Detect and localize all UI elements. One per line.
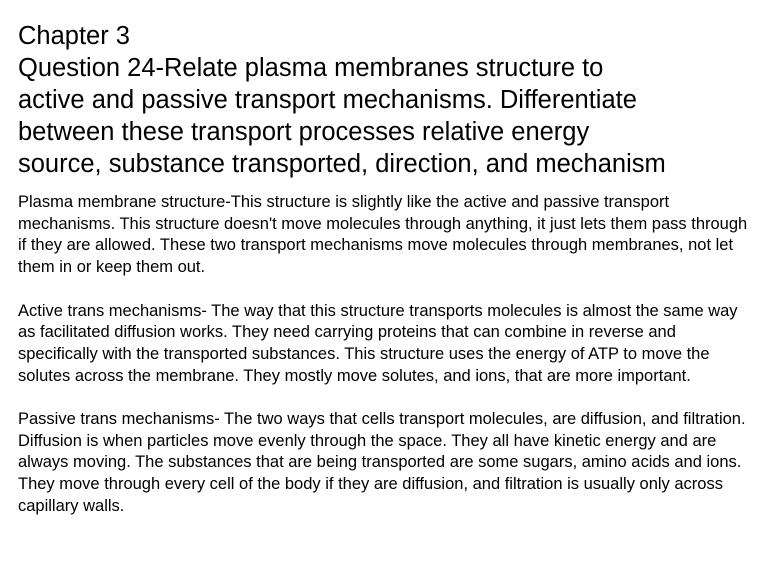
document-page [18, 20, 758, 518]
paragraph-plasma-membrane: Plasma membrane structure-This structure is slightly like the active and passive transport mechanisms. This structure doesn't move molecules through anything, it just lets them pass through if they are allowed. These two transport mechanisms move molecules through membranes, not let them in or keep them out. [18, 193, 748, 277]
paragraph-spacer [18, 279, 758, 301]
question-heading: Question 24-Relate plasma membranes structure to active and passive transport mechanisms. Differentiate between these transport processes relative energy source, substance transported, direction, and mechanism [18, 54, 666, 178]
chapter-heading: Chapter 3 [18, 22, 130, 50]
paragraph-passive-transport: Passive trans mechanisms- The two ways that cells transport molecules, are diffusion, and filtration. Diffusion is when particles move evenly through the space. They all have kinetic energy and are always moving. The substances that are being transported are some sugars, amino acids and ions. They move through every cell of the body if they are diffusion, and filtration is usually only across capillary walls. [18, 410, 746, 515]
paragraph-active-transport: Active trans mechanisms- The way that this structure transports molecules is almost the same way as facilitated diffusion works. They need carrying proteins that can combine in reverse and specifically with the transported substances. This structure uses the energy of ATP to move the solutes across the membrane. They mostly move solutes, and ions, that are more important. [18, 301, 738, 385]
paragraph-spacer [18, 387, 758, 409]
